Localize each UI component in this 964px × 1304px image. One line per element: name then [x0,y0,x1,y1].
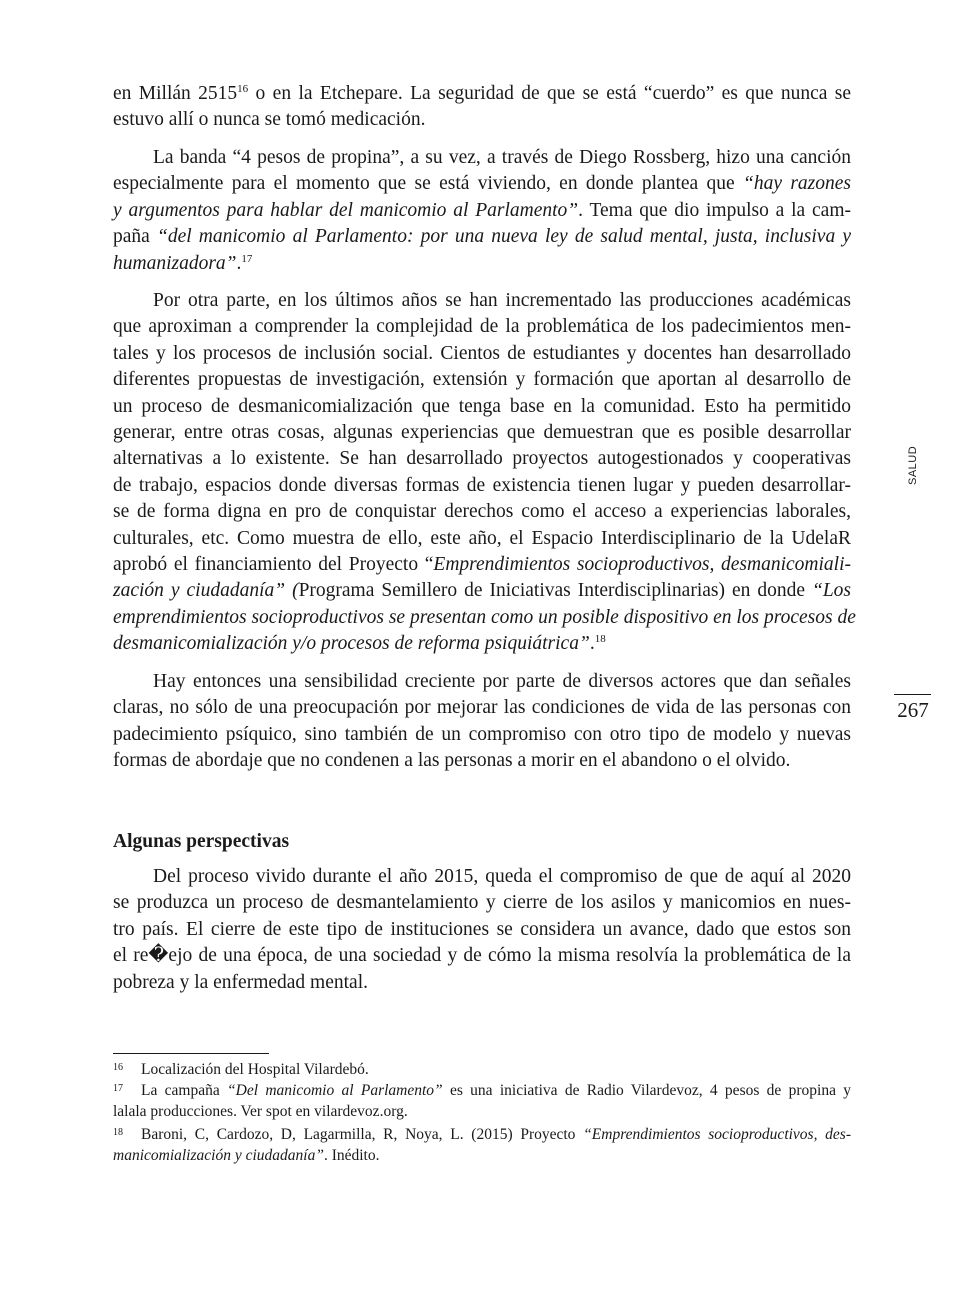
text-line: padecimiento psíquico, sino también de un compromiso con otro tipo de modelo y nuevas [113,723,851,745]
paragraph-5 [113,864,851,996]
paragraph-2 [113,145,851,277]
footnote-line: 18 Baroni, C, Cardozo, D, Lagarmilla, R, Noya, L. (2015) Proyecto “Emprendimientos socioproductivos, des- [113,1126,852,1143]
text-line: culturales, etc. Como muestra de ello, este año, el Espacio Interdisciplinario de la UdelaR [113,527,851,549]
footnote-17 [113,1080,851,1122]
text-line: alternativas a lo existente. Se han desarrollado proyectos autogestionados y cooperativas [113,448,851,470]
text-line: pobreza y la enfermedad mental. [113,971,368,993]
text-line: Por otra parte, en los últimos años se han incrementado las producciones académicas [153,290,851,311]
text-line: en Millán 2515$^{16}$ o en la Etchepare. La seguridad de que se está “cuerdo” es que nunca se [113,83,852,104]
text-line: se produzca un proceso de desmantelamiento y cierre de los asilos y manicomios en nues- [113,892,851,914]
text-line: aprobó el financiamiento del Proyecto “Emprendimientos socioproductivos, desmanicomiali- [113,554,851,576]
text-line: se de forma digna en pro de conquistar derechos como el acceso a experiencias laborales, [113,501,851,523]
text-line: diferentes propuestas de investigación, extensión y formación que aportan al desarrollo de [113,369,851,391]
text-line: generar, entre otras cosas, algunas experiencias que demuestran que es posible desarrollar [113,422,851,444]
page-number: 267 [897,698,929,722]
text-line: el re�ejo de una época, de una sociedad y de cómo la misma resolvía la problemática de la [113,945,851,967]
running-head: SALUD [907,445,919,485]
paragraph-3 [113,288,856,658]
text-line: especialmente para el momento que se está viviendo, en donde plantea que “hay razones [113,173,851,195]
footnote-18 [113,1124,851,1166]
footnote-separator [113,1053,269,1054]
text-line: humanizadora”.$^{17}$ [113,252,253,274]
text-line: que aproximan a comprender la complejidad de la problemática de los padecimientos men- [113,316,851,338]
footnote-ref-18[interactable]: 18 [594,633,606,646]
text-line: tro país. El cierre de este tipo de instituciones se considera un avance, dado que estos son [113,918,851,940]
page-number-rule [894,694,931,695]
footnote-line: 17 La campaña “Del manicomio al Parlamento” es una iniciativa de Radio Vilardevoz, 4 pesos de propina y [113,1082,851,1099]
text-line: emprendimientos socioproductivos se presentan como un posible dispositivo en los procesos de [113,606,856,628]
text-line: zación y ciudadanía” (Programa Semillero de Iniciativas Interdisciplinarias) en donde “Los [113,580,851,602]
text-line: un proceso de desmanicomialización que tenga base en la comunidad. Esto ha permitido [113,395,851,417]
text-line: Hay entonces una sensibilidad creciente por parte de diversos actores que dan señales [153,671,851,692]
text-line: formas de abordaje que no condenen a las personas a morir en el abandono o el olvido. [113,750,791,772]
footnote-line: manicomialización y ciudadanía”. Inédito. [113,1147,380,1164]
text-line: estuvo allí o nunca se tomó medicación. [113,109,426,131]
footnote-ref-16[interactable]: 16 [237,83,249,95]
text-line: desmanicomialización y/o procesos de reforma psiquiátrica”.$^{18}$ [113,633,606,655]
text-line: paña “del manicomio al Parlamento: por una nueva ley de salud mental, justa, inclusiva y [113,226,852,248]
paragraph-1 [113,81,851,134]
footnote-16 [113,1059,851,1080]
footnote-line: lalala producciones. Ver spot en vilardevoz.org. [113,1103,408,1120]
section-heading: Algunas perspectivas [113,831,290,852]
text-line: de trabajo, espacios donde diversas formas de existencia tienen lugar y pueden desarrollar- [113,474,851,496]
text-line: claras, no sólo de una preocupación por mejorar las condiciones de vida de las personas con [113,697,851,719]
paragraph-4 [113,669,851,775]
text-line: y argumentos para hablar del manicomio al Parlamento”. Tema que dio impulso a la cam- [113,199,851,221]
text-line: La banda “4 pesos de propina”, a su vez, a través de Diego Rossberg, hizo una canción [153,147,851,168]
footnote-line: 16 Localización del Hospital Vilardebó. [113,1061,369,1078]
text-line: Del proceso vivido durante el año 2015, queda el compromiso de que de aquí al 2020 [153,866,851,887]
footnote-ref-17[interactable]: 17 [241,252,253,265]
text-line: tales y los procesos de inclusión social. Cientos de estudiantes y docentes han desarrollado [113,342,851,364]
